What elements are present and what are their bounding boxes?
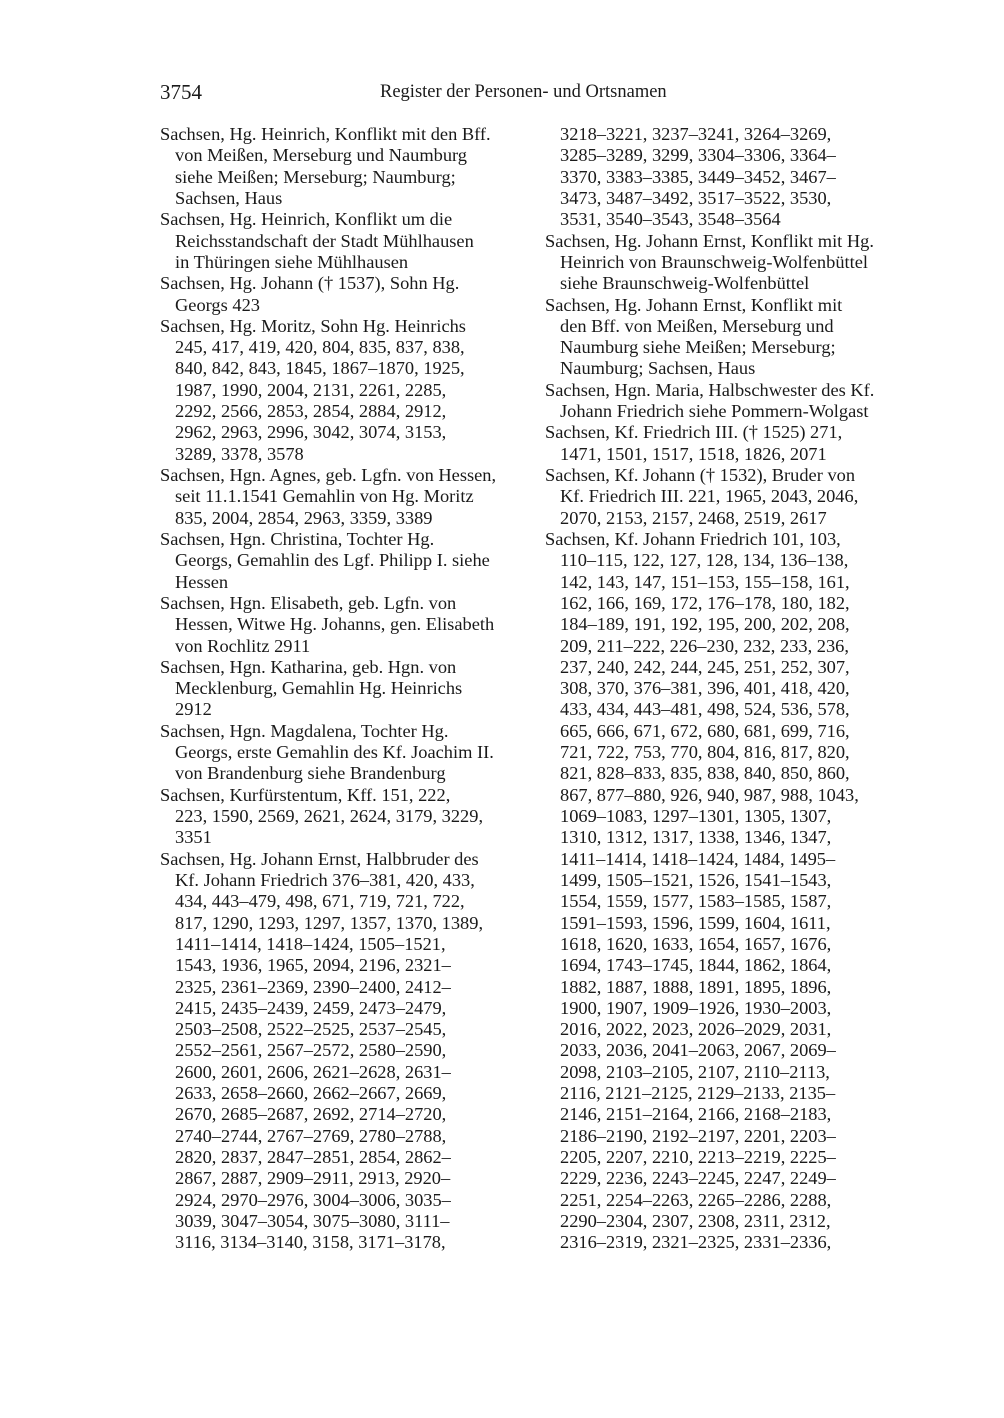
entry-line: Johann Friedrich siehe Pommern-Wolgast [560, 401, 869, 422]
entry-line: 2316–2319, 2321–2325, 2331–2336, [560, 1232, 832, 1253]
entry-line: 245, 417, 419, 420, 804, 835, 837, 838, [175, 337, 465, 358]
index-entry [160, 657, 540, 721]
entry-line: 721, 722, 753, 770, 804, 816, 817, 820, [560, 742, 850, 763]
entry-line: 1618, 1620, 1633, 1654, 1657, 1676, [560, 933, 832, 954]
entry-line: siehe Braunschweig-Wolfenbüttel [560, 273, 810, 294]
entry-line: 2325, 2361–2369, 2390–2400, 2412– [175, 976, 451, 997]
page-number: 3754 [160, 80, 202, 104]
entry-line: den Bff. von Meißen, Merseburg und [560, 315, 834, 336]
entry-heading-line: Sachsen, Hg. Johann Ernst, Halbbruder des [160, 848, 479, 869]
entry-line: 1411–1414, 1418–1424, 1484, 1495– [560, 848, 836, 869]
entry-line: 665, 666, 671, 672, 680, 681, 699, 716, [560, 720, 850, 741]
entry-line: 2924, 2970–2976, 3004–3006, 3035– [175, 1189, 451, 1210]
entry-line: 835, 2004, 2854, 2963, 3359, 3389 [175, 507, 433, 528]
entry-line: 1471, 1501, 1517, 1518, 1826, 2071 [560, 443, 827, 464]
index-entry [545, 380, 925, 423]
entry-line: 3285–3289, 3299, 3304–3306, 3364– [560, 145, 836, 166]
index-entry [160, 785, 540, 849]
entry-line: 3370, 3383–3385, 3449–3452, 3467– [560, 166, 836, 187]
entry-line: 1591–1593, 1596, 1599, 1604, 1611, [560, 912, 831, 933]
entry-line: 2415, 2435–2439, 2459, 2473–2479, [175, 997, 447, 1018]
entry-line: 2033, 2036, 2041–2063, 2067, 2069– [560, 1040, 836, 1061]
entry-line: 2098, 2103–2105, 2107, 2110–2113, [560, 1061, 830, 1082]
entry-line: Naumburg; Sachsen, Haus [560, 358, 756, 379]
entry-line: Heinrich von Braunschweig-Wolfenbüttel [560, 251, 869, 272]
entry-line: 2552–2561, 2567–2572, 2580–2590, [175, 1040, 447, 1061]
entry-line: Georgs, erste Gemahlin des Kf. Joachim II. [175, 742, 494, 763]
entry-line: 2867, 2887, 2909–2911, 2913, 2920– [175, 1168, 451, 1189]
index-entry [160, 316, 540, 465]
index-entry [160, 465, 540, 529]
entry-line: 821, 828–833, 835, 838, 840, 850, 860, [560, 763, 850, 784]
entry-heading-line: Sachsen, Hgn. Maria, Halbschwester des Kf. [545, 379, 875, 400]
entry-heading-line: Sachsen, Kurfürstentum, Kff. 151, 222, [160, 784, 451, 805]
entry-line: 3218–3221, 3237–3241, 3264–3269, [560, 124, 832, 144]
index-entry [160, 849, 540, 1254]
entry-line: 1900, 1907, 1909–1926, 1930–2003, [560, 997, 832, 1018]
entry-heading-line: Sachsen, Hg. Johann Ernst, Konflikt mit [545, 294, 843, 315]
entry-line: 2600, 2601, 2606, 2621–2628, 2631– [175, 1061, 451, 1082]
entry-line: 2205, 2207, 2210, 2213–2219, 2225– [560, 1147, 836, 1167]
entry-line: 184–189, 191, 192, 195, 200, 202, 208, [560, 614, 850, 635]
entry-line: Mecklenburg, Gemahlin Hg. Heinrichs [175, 678, 463, 699]
entry-heading-line: Sachsen, Hg. Heinrich, Konflikt mit den Bff. [160, 124, 491, 144]
entry-heading-line: Sachsen, Hgn. Magdalena, Tochter Hg. [160, 720, 449, 741]
entry-line: 3116, 3134–3140, 3158, 3171–3178, [175, 1232, 446, 1253]
entry-line: 867, 877–880, 926, 940, 987, 988, 1043, [560, 784, 859, 805]
entry-line: 1882, 1887, 1888, 1891, 1895, 1896, [560, 976, 832, 997]
index-entry [160, 593, 540, 657]
entry-line: 308, 370, 376–381, 396, 401, 418, 420, [560, 678, 850, 699]
entry-line: 1543, 1936, 1965, 2094, 2196, 2321– [175, 955, 451, 976]
entry-line: 2146, 2151–2164, 2166, 2168–2183, [560, 1104, 832, 1125]
entry-line: 1310, 1312, 1317, 1338, 1346, 1347, [560, 827, 832, 848]
index-entry [545, 124, 925, 231]
entry-heading-line: Sachsen, Kf. Friedrich III. († 1525) 271, [545, 422, 843, 443]
entry-line: 3473, 3487–3492, 3517–3522, 3530, [560, 187, 832, 208]
entry-heading-line: Sachsen, Kf. Johann († 1532), Bruder von [545, 465, 856, 485]
entry-line: 3531, 3540–3543, 3548–3564 [560, 209, 781, 230]
entry-heading-line: Sachsen, Hgn. Katharina, geb. Hgn. von [160, 656, 457, 677]
entry-line: 2633, 2658–2660, 2662–2667, 2669, [175, 1083, 447, 1104]
entry-heading-line: Sachsen, Hgn. Agnes, geb. Lgfn. von Hessen, [160, 465, 497, 485]
entry-line: 840, 842, 843, 1845, 1867–1870, 1925, [175, 358, 465, 379]
index-entry [545, 465, 925, 529]
entry-heading-line: Sachsen, Kf. Johann Friedrich 101, 103, [545, 528, 841, 549]
entry-line: 1987, 1990, 2004, 2131, 2261, 2285, [175, 379, 447, 400]
entry-heading-line: Sachsen, Hgn. Elisabeth, geb. Lgfn. von [160, 592, 457, 613]
entry-line: 3039, 3047–3054, 3075–3080, 3111– [175, 1210, 450, 1231]
entry-line: 142, 143, 147, 151–153, 155–158, 161, [560, 571, 850, 592]
entry-line: 2912 [175, 699, 212, 720]
entry-line: 1694, 1743–1745, 1844, 1862, 1864, [560, 955, 832, 976]
entry-line: von Rochlitz 2911 [175, 635, 311, 656]
entry-heading-line: Sachsen, Hg. Heinrich, Konflikt um die [160, 209, 453, 230]
entry-line: in Thüringen siehe Mühlhausen [175, 251, 409, 272]
entry-line: 237, 240, 242, 244, 245, 251, 252, 307, [560, 656, 850, 677]
entry-line: 1069–1083, 1297–1301, 1305, 1307, [560, 806, 832, 826]
entry-line: Hessen [175, 571, 229, 592]
entry-line: Georgs, Gemahlin des Lgf. Philipp I. siehe [175, 550, 490, 571]
entry-heading-line: Sachsen, Hg. Johann († 1537), Sohn Hg. [160, 273, 460, 294]
entry-line: 2229, 2236, 2243–2245, 2247, 2249– [560, 1168, 836, 1189]
entry-line: 2116, 2121–2125, 2129–2133, 2135– [560, 1083, 836, 1104]
index-entry [160, 529, 540, 593]
entry-line: 2016, 2022, 2023, 2026–2029, 2031, [560, 1019, 832, 1040]
entry-line: 2503–2508, 2522–2525, 2537–2545, [175, 1019, 447, 1040]
entry-line: Kf. Friedrich III. 221, 1965, 2043, 2046, [560, 486, 859, 507]
entry-line: 2962, 2963, 2996, 3042, 3074, 3153, [175, 422, 447, 443]
entry-line: 162, 166, 169, 172, 176–178, 180, 182, [560, 592, 850, 613]
entry-line: Kf. Johann Friedrich 376–381, 420, 433, [175, 869, 475, 890]
entry-line: 2186–2190, 2192–2197, 2201, 2203– [560, 1125, 836, 1146]
entry-line: von Meißen, Merseburg und Naumburg [175, 145, 467, 166]
entry-line: Sachsen, Haus [175, 187, 283, 208]
entry-line: 2070, 2153, 2157, 2468, 2519, 2617 [560, 507, 827, 528]
entry-line: Georgs 423 [175, 294, 260, 315]
index-entry [545, 231, 925, 295]
index-column-left [160, 124, 540, 1254]
entry-line: 2251, 2254–2263, 2265–2286, 2288, [560, 1189, 832, 1210]
entry-heading-line: Sachsen, Hgn. Christina, Tochter Hg. [160, 528, 435, 549]
entry-line: 434, 443–479, 498, 671, 719, 721, 722, [175, 891, 465, 912]
entry-line: 209, 211–222, 226–230, 232, 233, 236, [560, 635, 849, 656]
index-entry [545, 529, 925, 1254]
index-entry [160, 721, 540, 785]
entry-line: 2290–2304, 2307, 2308, 2311, 2312, [560, 1210, 831, 1231]
index-entry [160, 124, 540, 209]
entry-line: Naumburg siehe Meißen; Merseburg; [560, 337, 836, 358]
entry-line: 1411–1414, 1418–1424, 1505–1521, [175, 933, 446, 954]
entry-line: siehe Meißen; Merseburg; Naumburg; [175, 166, 456, 187]
index-entry [545, 295, 925, 380]
entry-line: seit 11.1.1541 Gemahlin von Hg. Moritz [175, 486, 474, 507]
entry-line: 433, 434, 443–481, 498, 524, 536, 578, [560, 699, 850, 720]
entry-line: Hessen, Witwe Hg. Johanns, gen. Elisabeth [175, 614, 495, 635]
entry-line: 2740–2744, 2767–2769, 2780–2788, [175, 1125, 447, 1146]
entry-line: 1499, 1505–1521, 1526, 1541–1543, [560, 869, 832, 890]
entry-line: Reichsstandschaft der Stadt Mühlhausen [175, 230, 474, 251]
entry-heading-line: Sachsen, Hg. Moritz, Sohn Hg. Heinrichs [160, 315, 466, 336]
entry-heading-line: Sachsen, Hg. Johann Ernst, Konflikt mit Hg. [545, 230, 874, 251]
entry-line: 2670, 2685–2687, 2692, 2714–2720, [175, 1104, 447, 1125]
entry-line: 2292, 2566, 2853, 2854, 2884, 2912, [175, 401, 447, 422]
entry-line: 223, 1590, 2569, 2621, 2624, 3179, 3229, [175, 806, 484, 826]
entry-line: 2820, 2837, 2847–2851, 2854, 2862– [175, 1147, 451, 1167]
entry-line: 110–115, 122, 127, 128, 134, 136–138, [560, 550, 849, 571]
entry-line: 1554, 1559, 1577, 1583–1585, 1587, [560, 891, 832, 912]
entry-line: von Brandenburg siehe Brandenburg [175, 763, 446, 784]
entry-line: 3351 [175, 827, 212, 848]
index-entry [160, 273, 540, 316]
index-entry [545, 422, 925, 465]
running-title: Register der Personen- und Ortsnamen [380, 82, 667, 102]
entry-line: 3289, 3378, 3578 [175, 443, 304, 464]
entry-line: 817, 1290, 1293, 1297, 1357, 1370, 1389, [175, 912, 484, 933]
index-entry [160, 209, 540, 273]
index-column-right [545, 124, 925, 1254]
